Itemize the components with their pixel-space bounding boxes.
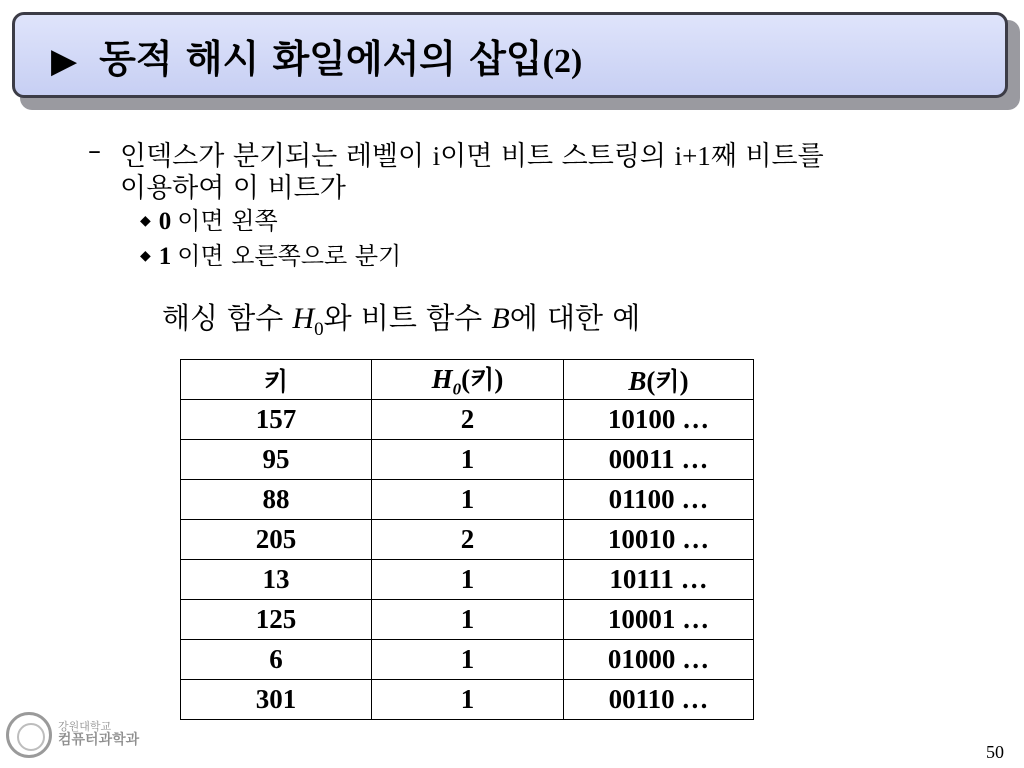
- table-row: [181, 680, 754, 720]
- table-row: [181, 400, 754, 440]
- cell-key: 157: [181, 400, 372, 440]
- university-seal-icon: [6, 712, 52, 758]
- sub-item-right: [140, 236, 401, 271]
- play-arrow-icon: ▶: [51, 40, 78, 81]
- logo-text: [58, 721, 139, 748]
- caption-b: B: [491, 302, 510, 335]
- logo-university-name: 강원대학교: [58, 720, 112, 734]
- bullet-text-i-plus-1: i+1: [674, 141, 711, 171]
- table-row: [181, 600, 754, 640]
- bullet-line-2: 이용하여 이 비트가: [120, 173, 346, 204]
- header-b: B(키): [564, 360, 754, 400]
- cell-b: 10001 …: [564, 600, 754, 640]
- dash-bullet-icon: –: [88, 136, 101, 166]
- hash-example-table: [180, 359, 754, 720]
- cell-key: 301: [181, 680, 372, 720]
- table-caption: [162, 296, 640, 341]
- caption-h: H: [292, 302, 315, 335]
- cell-b: 00011 …: [564, 440, 754, 480]
- cell-b: 10010 …: [564, 520, 754, 560]
- cell-key: 95: [181, 440, 372, 480]
- header-key: 키: [181, 360, 372, 400]
- cell-b: 10100 …: [564, 400, 754, 440]
- sub-item-text: 이면 오른쪽으로 분기: [177, 242, 402, 270]
- cell-b: 01000 …: [564, 640, 754, 680]
- caption-text-b: 와 비트 함수: [323, 301, 492, 335]
- cell-h0: 1: [372, 480, 564, 520]
- title-banner: [12, 12, 1008, 98]
- diamond-bullet-icon: ◆: [140, 248, 151, 264]
- table-row: [181, 520, 754, 560]
- caption-text-c: 에 대한 예: [509, 301, 641, 335]
- cell-h0: 1: [372, 600, 564, 640]
- cell-key: 13: [181, 560, 372, 600]
- cell-h0: 2: [372, 520, 564, 560]
- cell-h0: 1: [372, 560, 564, 600]
- cell-h0: 1: [372, 640, 564, 680]
- slide-title: [51, 28, 582, 83]
- header-h0: $H_0$(키): [372, 360, 564, 400]
- cell-key: 6: [181, 640, 372, 680]
- cell-key: 205: [181, 520, 372, 560]
- university-logo: [6, 712, 139, 758]
- cell-h0: 2: [372, 400, 564, 440]
- logo-department-name: 컴퓨터과학과: [58, 732, 140, 749]
- sub-item-value: 1: [158, 243, 172, 270]
- cell-h0: 1: [372, 680, 564, 720]
- cell-key: 125: [181, 600, 372, 640]
- cell-b: 01100 …: [564, 480, 754, 520]
- diamond-bullet-icon: ◆: [140, 213, 151, 229]
- bullet-text-i: i: [432, 141, 441, 171]
- bullet-text-c: 이면 비트 스트링의: [440, 141, 675, 172]
- cell-h0: 1: [372, 440, 564, 480]
- slide-title-text: 동적 해시 화일에서의 삽입: [99, 36, 543, 81]
- bullet-text-a: 인덱스가 분기되는 레벨이: [120, 141, 433, 172]
- table-row: [181, 440, 754, 480]
- cell-key: 88: [181, 480, 372, 520]
- table-row: [181, 480, 754, 520]
- cell-b: 10111 …: [564, 560, 754, 600]
- caption-text-a: 해싱 함수: [162, 301, 293, 335]
- slide-title-number: (2): [542, 42, 583, 80]
- sub-item-text: 이면 왼쪽: [177, 207, 278, 235]
- table-row: [181, 560, 754, 600]
- bullet-text-e: 째 비트를: [710, 141, 824, 172]
- sub-item-left: [140, 201, 278, 236]
- table-row: [181, 640, 754, 680]
- sub-item-value: 0: [158, 208, 172, 235]
- page-number: 50: [986, 742, 1004, 762]
- table-header-row: [181, 360, 754, 400]
- caption-h-sub: 0: [314, 318, 324, 340]
- cell-b: 00110 …: [564, 680, 754, 720]
